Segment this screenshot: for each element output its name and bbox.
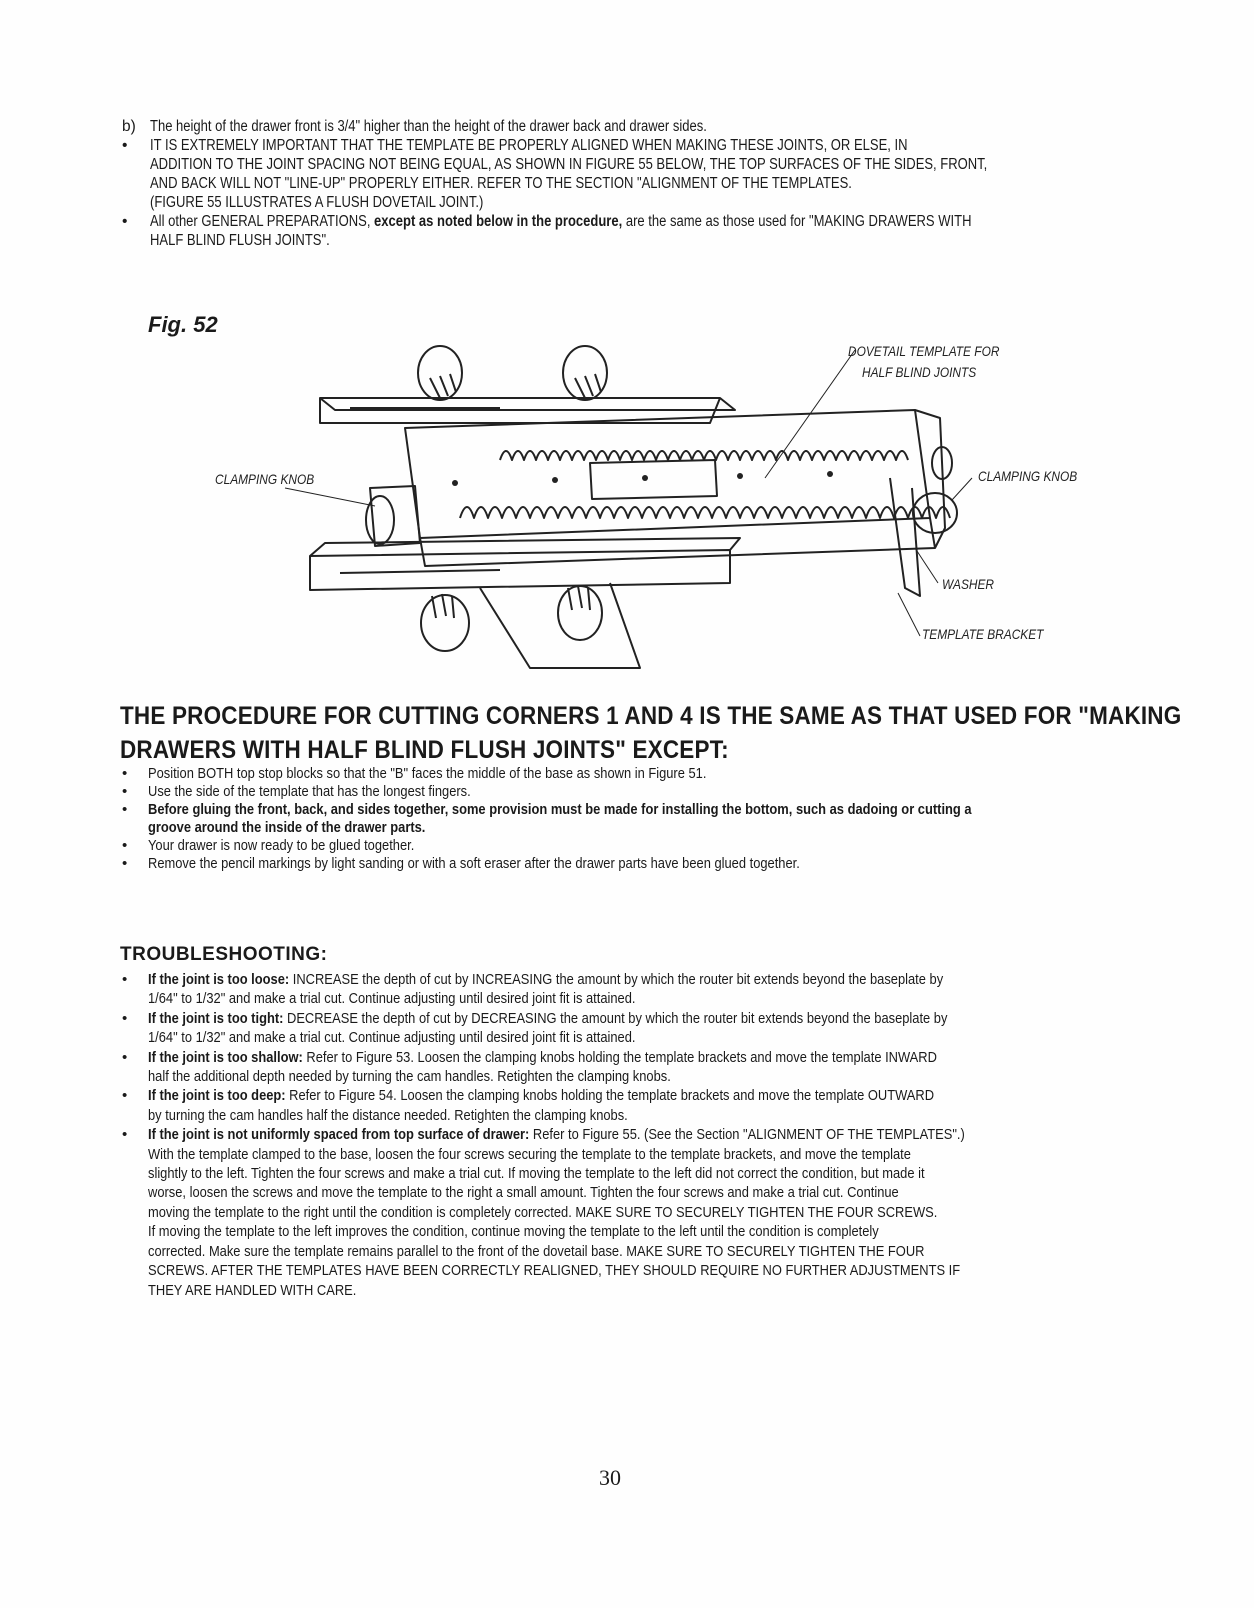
condition-text: Refer to Figure 55. (See the Section "ALIGNMENT OF THE TEMPLATES".) — [529, 1126, 965, 1144]
bullet-icon: • — [122, 1048, 128, 1066]
list-item-text: Position BOTH top stop blocks so that the "B" faces the middle of the base as shown in Figure 51. — [148, 765, 707, 782]
condition-label: If the joint is too loose: — [148, 971, 290, 988]
list-item — [120, 1048, 1110, 1087]
callout-template-bracket: TEMPLATE BRACKET — [922, 626, 1044, 642]
list-item-text: by turning the cam handles half the distance needed. Retighten the clamping knobs. — [148, 1106, 628, 1124]
intro-bullet-preparations — [120, 212, 1120, 250]
bullet-icon: • — [122, 1126, 128, 1144]
list-item-text: 1/64" to 1/32" and make a trial cut. Continue adjusting until desired joint fit is attained. — [148, 1029, 636, 1047]
list-item — [120, 765, 1110, 783]
list-item — [120, 970, 1110, 1009]
callout-clamping-knob-right: CLAMPING KNOB — [978, 468, 1078, 484]
list-item — [120, 1125, 1110, 1300]
bullet-icon: • — [122, 971, 128, 988]
dovetail-jig-figure — [200, 338, 1100, 678]
bullet-line — [150, 212, 972, 231]
page-number: 30 — [599, 1465, 621, 1490]
condition-label: If the joint is not uniformly spaced from top surface of drawer: — [148, 1126, 530, 1144]
list-item-text: 1/64" to 1/32" and make a trial cut. Continue adjusting until desired joint fit is attained. — [148, 990, 636, 1008]
condition-text: Refer to Figure 54. Loosen the clamping knobs holding the template brackets and move the template OUTWARD — [285, 1087, 935, 1105]
bullet-line: AND BACK WILL NOT "LINE-UP" PROPERLY EITHER. REFER TO THE SECTION "ALIGNMENT OF THE TEMPLATES. — [150, 175, 852, 192]
callout-dovetail-template-line2: HALF BLIND JOINTS — [862, 364, 977, 380]
bullet-line: ADDITION TO THE JOINT SPACING NOT BEING EQUAL, AS SHOWN IN FIGURE 55 BELOW, THE TOP SURFACES OF THE SIDES, FRONT, — [150, 156, 988, 173]
list-item-text: If moving the template to the left improves the condition, continue moving the template to the left until the condition is completely — [148, 1223, 879, 1241]
prep-bold-text: except as noted below in the procedure, — [374, 213, 623, 230]
heading-line: THE PROCEDURE FOR CUTTING CORNERS 1 AND 4 IS THE SAME AS THAT USED FOR "MAKING — [120, 702, 1182, 730]
intro-bullet-alignment — [120, 136, 1120, 212]
list-item-text: worse, loosen the screws and move the template to the right a small amount. Tighten the four screws and make a trial cut. Continue — [148, 1184, 899, 1202]
list-item-text — [148, 1086, 1111, 1105]
callout-washer: WASHER — [942, 576, 995, 592]
list-item-text: Use the side of the template that has the longest fingers. — [148, 783, 471, 800]
troubleshooting-heading: TROUBLESHOOTING: — [120, 944, 328, 965]
list-item-text: corrected. Make sure the template remains parallel to the front of the dovetail base. MAKE SURE TO SECURELY TIGHTEN THE FOUR — [148, 1242, 925, 1260]
list-item — [120, 1086, 1110, 1125]
condition-label: If the joint is too tight: — [148, 1009, 284, 1027]
bullet-line: IT IS EXTREMELY IMPORTANT THAT THE TEMPLATE BE PROPERLY ALIGNED WHEN MAKING THESE JOINTS, OR ELSE, IN — [150, 137, 908, 154]
list-item-text — [148, 1125, 1111, 1144]
list-item-text: SCREWS. AFTER THE TEMPLATES HAVE BEEN CORRECTLY REALIGNED, THEY SHOULD REQUIRE NO FURTHER ADJUSTMENTS IF — [148, 1262, 961, 1280]
bullet-icon: • — [122, 1009, 128, 1027]
bullet-icon: • — [122, 855, 128, 872]
condition-label: If the joint is too shallow: — [148, 1048, 303, 1066]
list-item-text — [148, 970, 1111, 989]
intro-b-item — [120, 117, 1120, 136]
procedure-heading — [120, 699, 1254, 767]
bullet-line: (FIGURE 55 ILLUSTRATES A FLUSH DOVETAIL JOINT.) — [150, 194, 484, 211]
bullet-icon: • — [122, 783, 128, 800]
list-item-text-bold: Before gluing the front, back, and sides together, some provision must be made for installing the bottom, such as dadoing or cutting a — [148, 801, 972, 818]
bullet-icon: • — [122, 1087, 128, 1105]
callout-dovetail-template-line1: DOVETAIL TEMPLATE FOR — [848, 343, 1000, 359]
condition-text: INCREASE the depth of cut by INCREASING the amount by which the router bit extends beyond the baseplate by — [289, 971, 944, 988]
list-item-text: THEY ARE HANDLED WITH CARE. — [148, 1281, 357, 1299]
bullet-line: HALF BLIND FLUSH JOINTS". — [150, 232, 330, 249]
condition-text: DECREASE the depth of cut by DECREASING the amount by which the router bit extends beyond the baseplate by — [283, 1009, 948, 1027]
bullet-icon: • — [122, 801, 128, 818]
list-item-text — [148, 1048, 1111, 1067]
list-item-text — [148, 1009, 1111, 1028]
callout-clamping-knob-left: CLAMPING KNOB — [215, 471, 315, 487]
list-item-text: half the additional depth needed by turning the cam handles. Retighten the clamping knobs. — [148, 1068, 671, 1086]
item-marker: b) — [122, 118, 136, 135]
troubleshooting-list — [120, 970, 1110, 1300]
prep-text-tail: are the same as those used for "MAKING DRAWERS WITH — [622, 213, 972, 230]
list-item-text: Remove the pencil markings by light sanding or with a soft eraser after the drawer parts have been glued together. — [148, 855, 800, 872]
bullet-icon: • — [122, 837, 128, 854]
procedure-list — [120, 765, 1110, 873]
bullet-icon: • — [122, 765, 128, 782]
heading-line: DRAWERS WITH HALF BLIND FLUSH JOINTS" EXCEPT: — [120, 736, 729, 764]
condition-label: If the joint is too deep: — [148, 1087, 286, 1105]
figure-title: Fig. 52 — [148, 312, 218, 337]
list-item-text-bold: groove around the inside of the drawer parts. — [148, 819, 426, 836]
list-item — [120, 837, 1110, 855]
list-item — [120, 783, 1110, 801]
list-item — [120, 855, 1110, 873]
prep-text: All other GENERAL PREPARATIONS, — [150, 213, 375, 230]
list-item-text: slightly to the left. Tighten the four screws and make a trial cut. If moving the template to the left did not correct the condition, but made it — [148, 1165, 925, 1183]
intro-b-text: The height of the drawer front is 3/4" higher than the height of the drawer back and drawer sides. — [150, 118, 707, 135]
list-item-text: moving the template to the right until the condition is completely corrected. MAKE SURE TO SECURELY TIGHTEN THE FOUR SCREWS. — [148, 1203, 938, 1221]
list-item — [120, 801, 1110, 837]
intro-section — [120, 117, 1120, 250]
list-item — [120, 1009, 1110, 1048]
condition-text: Refer to Figure 53. Loosen the clamping knobs holding the template brackets and move the template INWARD — [302, 1048, 937, 1066]
list-item-text: Your drawer is now ready to be glued together. — [148, 837, 415, 854]
bullet-icon: • — [122, 137, 128, 154]
bullet-icon: • — [122, 213, 128, 230]
list-item-text: With the template clamped to the base, loosen the four screws securing the template to the template brackets, and move the template — [148, 1145, 911, 1163]
